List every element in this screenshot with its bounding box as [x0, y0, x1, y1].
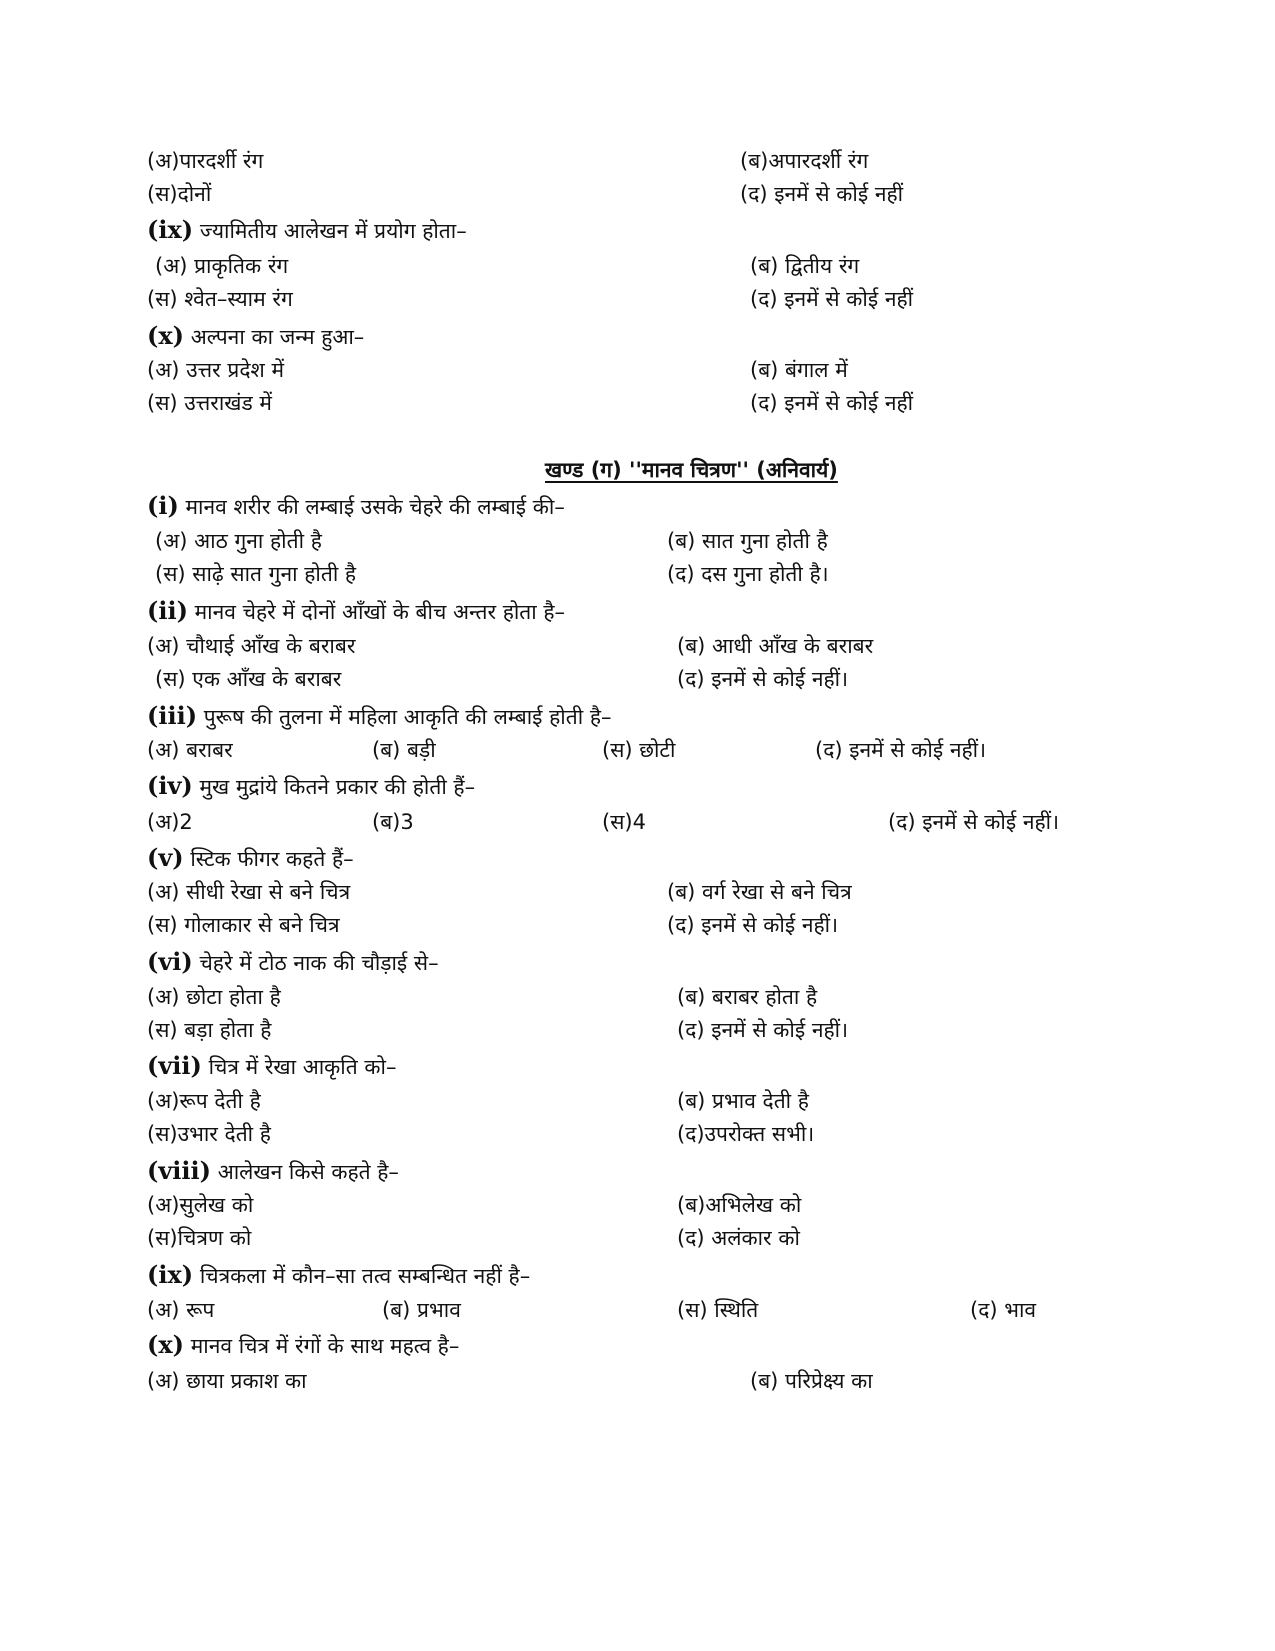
q10-option-a: (अ) छाया प्रकाश का — [147, 1369, 307, 1393]
prev-option-a: (अ)पारदर्शी रंग — [147, 149, 264, 173]
prev-q9-option-d: (द) इनमें से कोई नहीं — [750, 287, 914, 311]
q10-option-b: (ब) परिप्रेक्ष्य का — [750, 1369, 873, 1393]
q3-option-c: (स) छोटी — [602, 738, 676, 762]
prev-q10-option-b: (ब) बंगाल में — [750, 358, 848, 382]
prev-q10-option-c: (स) उत्तराखंड में — [147, 391, 272, 415]
q9-option-c: (स) स्थिति — [677, 1298, 759, 1322]
question-x: (x) मानव चित्र में रंगों के साथ महत्व है– — [147, 1330, 460, 1359]
q6-option-c: (स) बड़ा होता है — [147, 1018, 272, 1042]
q1-option-a: (अ) आठ गुना होती है — [155, 529, 322, 553]
prev-q9-option-c: (स) श्वेत–स्याम रंग — [147, 287, 293, 311]
q9-option-a: (अ) रूप — [147, 1298, 215, 1322]
question-i: (i) मानव शरीर की लम्बाई उसके चेहरे की लम्बाई की– — [147, 491, 565, 520]
prev-question-ix: (ix) ज्यामितीय आलेखन में प्रयोग होता– — [147, 215, 467, 244]
q4-option-c: (स)4 — [602, 810, 646, 834]
question-viii: (viii) आलेखन किसे कहते है– — [147, 1156, 399, 1185]
question-ii: (ii) मानव चेहरे में दोनों आँखों के बीच अन्तर होता है– — [147, 596, 566, 625]
q5-option-c: (स) गोलाकार से बने चित्र — [147, 913, 340, 937]
q1-option-b: (ब) सात गुना होती है — [667, 529, 828, 553]
question-v: (v) स्टिक फीगर कहते हैं– — [147, 843, 354, 872]
q1-option-c: (स) साढ़े सात गुना होती है — [155, 562, 357, 586]
question-vi: (vi) चेहरे में टोठ नाक की चौड़ाई से– — [147, 947, 439, 976]
q9-option-d: (द) भाव — [970, 1298, 1037, 1322]
q2-option-c: (स) एक आँख के बराबर — [155, 667, 342, 691]
q3-option-d: (द) इनमें से कोई नहीं। — [815, 738, 987, 762]
q1-option-d: (द) दस गुना होती है। — [667, 562, 829, 586]
q8-option-a: (अ)सुलेख को — [147, 1193, 254, 1217]
prev-option-d: (द) इनमें से कोई नहीं — [740, 182, 904, 206]
q7-option-c: (स)उभार देती है — [147, 1122, 271, 1146]
q6-option-a: (अ) छोटा होता है — [147, 985, 281, 1009]
q8-option-d: (द) अलंकार को — [677, 1226, 800, 1250]
question-iii: (iii) पुरूष की तुलना में महिला आकृति की लम्बाई होती है– — [147, 701, 612, 730]
q3-option-a: (अ) बराबर — [147, 738, 233, 762]
q5-option-b: (ब) वर्ग रेखा से बने चित्र — [667, 880, 852, 904]
q8-option-b: (ब)अभिलेख को — [677, 1193, 802, 1217]
question-iv: (iv) मुख मुद्रांये कितने प्रकार की होती हैं– — [147, 771, 476, 800]
q4-option-b: (ब)3 — [372, 810, 414, 834]
prev-q9-option-b: (ब) द्वितीय रंग — [750, 254, 860, 278]
q7-option-d: (द)उपरोक्त सभी। — [677, 1122, 815, 1146]
q4-option-a: (अ)2 — [147, 810, 193, 834]
q8-option-c: (स)चित्रण को — [147, 1226, 252, 1250]
section-heading: खण्ड (ग) ''मानव चित्रण'' (अनिवार्य) — [545, 458, 838, 482]
q6-option-d: (द) इनमें से कोई नहीं। — [677, 1018, 849, 1042]
q2-option-a: (अ) चौथाई आँख के बराबर — [147, 634, 356, 658]
q7-option-a: (अ)रूप देती है — [147, 1089, 261, 1113]
question-ix: (ix) चित्रकला में कौन–सा तत्व सम्बन्धित नहीं है– — [147, 1260, 531, 1289]
q2-option-d: (द) इनमें से कोई नहीं। — [677, 667, 849, 691]
q6-option-b: (ब) बराबर होता है — [677, 985, 818, 1009]
q7-option-b: (ब) प्रभाव देती है — [677, 1089, 809, 1113]
prev-q9-option-a: (अ) प्राकृतिक रंग — [155, 254, 289, 278]
q2-option-b: (ब) आधी आँख के बराबर — [677, 634, 874, 658]
q5-option-a: (अ) सीधी रेखा से बने चित्र — [147, 880, 351, 904]
q3-option-b: (ब) बड़ी — [372, 738, 436, 762]
prev-option-b: (ब)अपारदर्शी रंग — [740, 149, 869, 173]
prev-option-c: (स)दोनों — [147, 182, 212, 206]
q4-option-d: (द) इनमें से कोई नहीं। — [888, 810, 1060, 834]
prev-q10-option-d: (द) इनमें से कोई नहीं — [750, 391, 914, 415]
prev-q10-option-a: (अ) उत्तर प्रदेश में — [147, 358, 285, 382]
q5-option-d: (द) इनमें से कोई नहीं। — [667, 913, 839, 937]
q9-option-b: (ब) प्रभाव — [382, 1298, 461, 1322]
prev-question-x: (x) अल्पना का जन्म हुआ– — [147, 321, 365, 350]
question-vii: (vii) चित्र में रेखा आकृति को– — [147, 1051, 397, 1080]
